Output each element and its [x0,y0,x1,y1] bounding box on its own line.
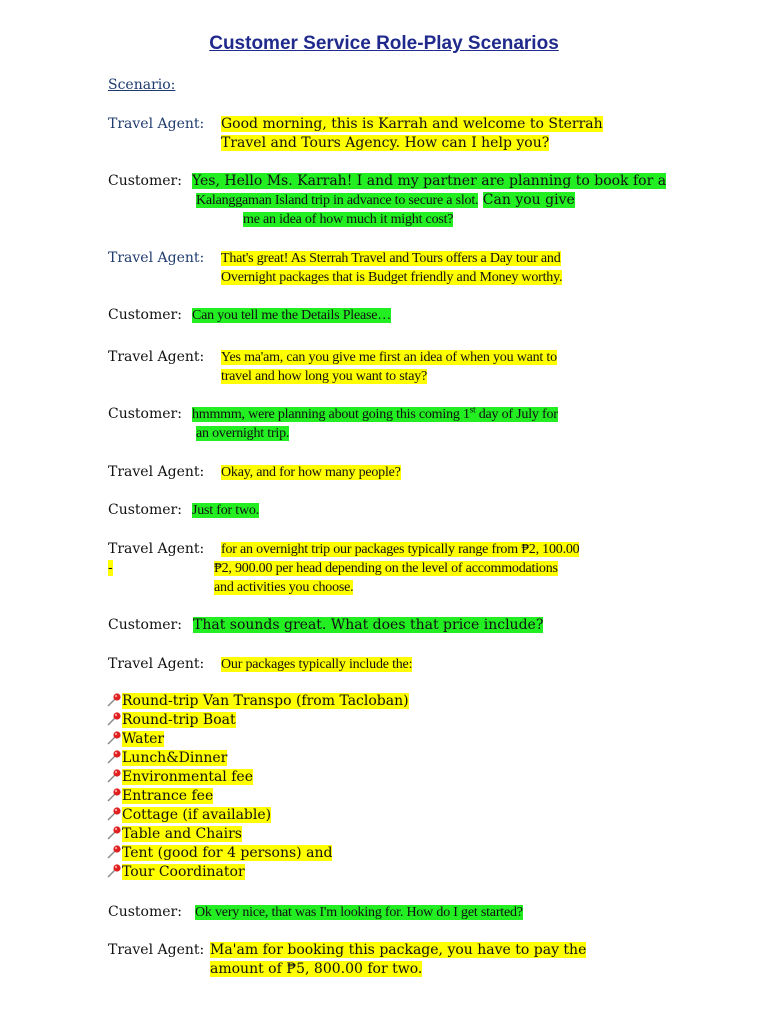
dialogue-text: for an overnight trip our packages typically range from ₱2, 100.00 [221,542,580,557]
pushpin-icon [106,711,122,727]
pushpin-icon [106,806,122,822]
pushpin-icon [106,825,122,841]
dialogue-text: an overnight trip. [196,426,290,441]
scenario-label: Scenario: [108,77,176,93]
dialogue-text: Good morning, this is Karrah and welcome to Sterrah [221,116,603,132]
dialogue-text: ₱2, 900.00 per head depending on the level of accommodations [214,561,558,576]
dialogue-text: Yes ma'am, can you give me first an idea of when you want to [221,350,557,365]
pushpin-icon [106,787,122,803]
list-item: Water [106,730,164,749]
dialogue-text: Kalanggaman Island trip in advance to secure a slot. [196,193,479,208]
list-item: Lunch&Dinner [106,749,227,768]
list-item: Environmental fee [106,768,253,787]
dialogue-text: travel and how long you want to stay? [221,369,428,384]
speaker-agent: Travel Agent: [108,250,205,266]
pushpin-icon [106,730,122,746]
speaker-agent: Travel Agent: [108,942,205,958]
dialogue-text: and activities you choose. [214,580,354,595]
speaker-agent: Travel Agent: [108,464,205,480]
speaker-agent: Travel Agent: [108,541,205,557]
list-item: Tent (good for 4 persons) and [106,844,332,863]
dialogue-text: Yes, Hello Ms. Karrah! I and my partner are planning to book for a [192,173,667,189]
dialogue-text: Just for two. [192,503,260,518]
list-item: Round-trip Boat [106,711,236,730]
dialogue-text: Our packages typically include the: [221,657,413,672]
speaker-customer: Customer: [108,502,182,518]
pushpin-icon [106,863,122,879]
dialogue-text: amount of ₱5, 800.00 for two. [210,961,423,977]
list-item: Tour Coordinator [106,863,245,882]
dialogue-dash: - [108,560,113,576]
dialogue-text: That's great! As Sterrah Travel and Tours offers a Day tour and [221,251,561,266]
list-item: Round-trip Van Transpo (from Tacloban) [106,692,409,711]
speaker-agent: Travel Agent: [108,656,205,672]
speaker-agent: Travel Agent: [108,116,205,132]
dialogue-text: Ok very nice, that was I'm looking for. How do I get started? [195,905,523,920]
dialogue-text: Overnight packages that is Budget friendly and Money worthy. [221,270,563,285]
list-item: Entrance fee [106,787,213,806]
dialogue-text: Can you give [482,192,575,208]
speaker-customer: Customer: [108,307,182,323]
dialogue-text: Ma'am for booking this package, you have to pay the [210,942,587,958]
list-item: Table and Chairs [106,825,242,844]
dialogue-text: Travel and Tours Agency. How can I help you? [221,135,550,151]
pushpin-icon [106,768,122,784]
dialogue-text: Can you tell me the Details Please… [192,308,392,323]
dialogue-text: Okay, and for how many people? [221,465,401,480]
speaker-customer: Customer: [108,406,182,422]
dialogue-text: That sounds great. What does that price include? [193,617,544,633]
pushpin-icon [106,692,122,708]
page-title: Customer Service Role-Play Scenarios [209,33,559,54]
pushpin-icon [106,749,122,765]
pushpin-icon [106,844,122,860]
dialogue-text: me an idea of how much it might cost? [243,212,454,227]
speaker-customer: Customer: [108,617,182,633]
dialogue-text: hmmmm, were planning about going this coming 1st day of July for [192,404,558,422]
speaker-customer: Customer: [108,173,182,189]
list-item: Cottage (if available) [106,806,271,825]
speaker-customer: Customer: [108,904,182,920]
speaker-agent: Travel Agent: [108,349,205,365]
